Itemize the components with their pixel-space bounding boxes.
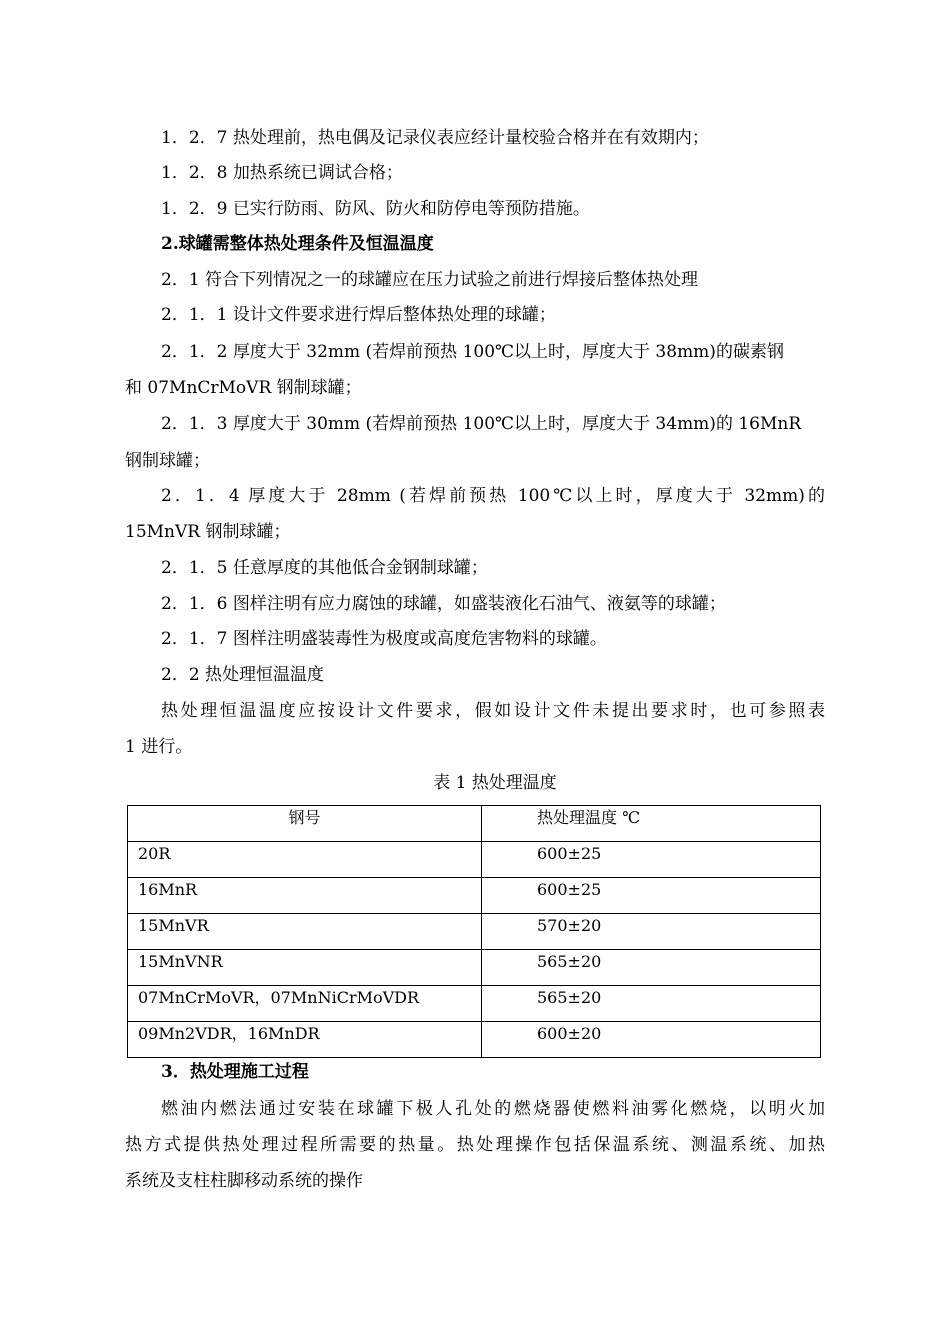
paragraph-2-1-1: 2．1．1 设计文件要求进行焊后整体热处理的球罐； (161, 305, 556, 325)
paragraph-1-2-7: 1．2．7 热处理前，热电偶及记录仪表应经计量校验合格并在有效期内； (161, 128, 709, 148)
paragraph-2-1-5: 2．1．5 任意厚度的其他低合金钢制球罐； (161, 558, 488, 578)
steel-grade-cell: 20R (128, 842, 482, 878)
paragraph-1-2-8: 1．2．8 加热系统已调试合格； (161, 163, 403, 183)
paragraph-2-1-3-line1: 2．1．3 厚度大于 30mm (若焊前预热 100℃以上时，厚度大于 34mm)的 16MnR (161, 414, 802, 434)
table-row (128, 986, 821, 1022)
table-caption: 表 1 热处理温度 (433, 773, 557, 793)
section-3-text-line1: 燃油内燃法通过安装在球罐下极人孔处的燃烧器使燃料油雾化燃烧，以明火加 (161, 1099, 825, 1119)
table-header-row (128, 806, 821, 842)
header-steel-grade: 钢号 (128, 806, 482, 842)
paragraph-2-1: 2．1 符合下列情况之一的球罐应在压力试验之前进行焊接后整体热处理 (161, 270, 699, 290)
paragraph-2-2-text-line1: 热处理恒温温度应按设计文件要求，假如设计文件未提出要求时，也可参照表 (161, 701, 825, 721)
temperature-cell: 570±20 (482, 914, 821, 950)
table-row (128, 842, 821, 878)
heat-treatment-table (127, 805, 821, 1058)
table-row (128, 878, 821, 914)
steel-grade-cell: 09Mn2VDR，16MnDR (128, 1022, 482, 1058)
paragraph-1-2-9: 1．2．9 已实行防雨、防风、防火和防停电等预防措施。 (161, 199, 590, 219)
section-3-heading: 3．热处理施工过程 (161, 1062, 309, 1082)
section-3-text-line3: 系统及支柱柱脚移动系统的操作 (125, 1171, 363, 1191)
header-temperature: 热处理温度 ℃ (482, 806, 821, 842)
paragraph-2-1-2-line1: 2．1．2 厚度大于 32mm (若焊前预热 100℃以上时，厚度大于 38mm)的碳素钢 (161, 342, 784, 362)
steel-grade-cell: 07MnCrMoVR，07MnNiCrMoVDR (128, 986, 482, 1022)
paragraph-2-1-7: 2．1．7 图样注明盛装毒性为极度或高度危害物料的球罐。 (161, 629, 607, 649)
section-2-heading: 2.球罐需整体热处理条件及恒温温度 (161, 234, 434, 254)
paragraph-2-2-text-line2: 1 进行。 (125, 737, 193, 757)
temperature-cell: 565±20 (482, 986, 821, 1022)
table-row (128, 1022, 821, 1058)
paragraph-2-2: 2．2 热处理恒温温度 (161, 665, 325, 685)
temperature-cell: 565±20 (482, 950, 821, 986)
temperature-cell: 600±25 (482, 842, 821, 878)
steel-grade-cell: 16MnR (128, 878, 482, 914)
paragraph-2-1-4-line2: 15MnVR 钢制球罐； (125, 522, 291, 542)
steel-grade-cell: 15MnVNR (128, 950, 482, 986)
steel-grade-cell: 15MnVR (128, 914, 482, 950)
paragraph-2-1-3-line2: 钢制球罐； (125, 451, 210, 471)
temperature-cell: 600±20 (482, 1022, 821, 1058)
paragraph-2-1-4-line1: 2．1．4 厚度大于 28mm (若焊前预热 100℃以上时，厚度大于 32mm)的 (161, 486, 825, 506)
paragraph-2-1-6: 2．1．6 图样注明有应力腐蚀的球罐，如盛装液化石油气、液氨等的球罐； (161, 594, 726, 614)
temperature-cell: 600±25 (482, 878, 821, 914)
section-3-text-line2: 热方式提供热处理过程所需要的热量。热处理操作包括保温系统、测温系统、加热 (125, 1135, 825, 1155)
table-row (128, 914, 821, 950)
table-row (128, 950, 821, 986)
paragraph-2-1-2-line2: 和 07MnCrMoVR 钢制球罐； (125, 378, 362, 398)
